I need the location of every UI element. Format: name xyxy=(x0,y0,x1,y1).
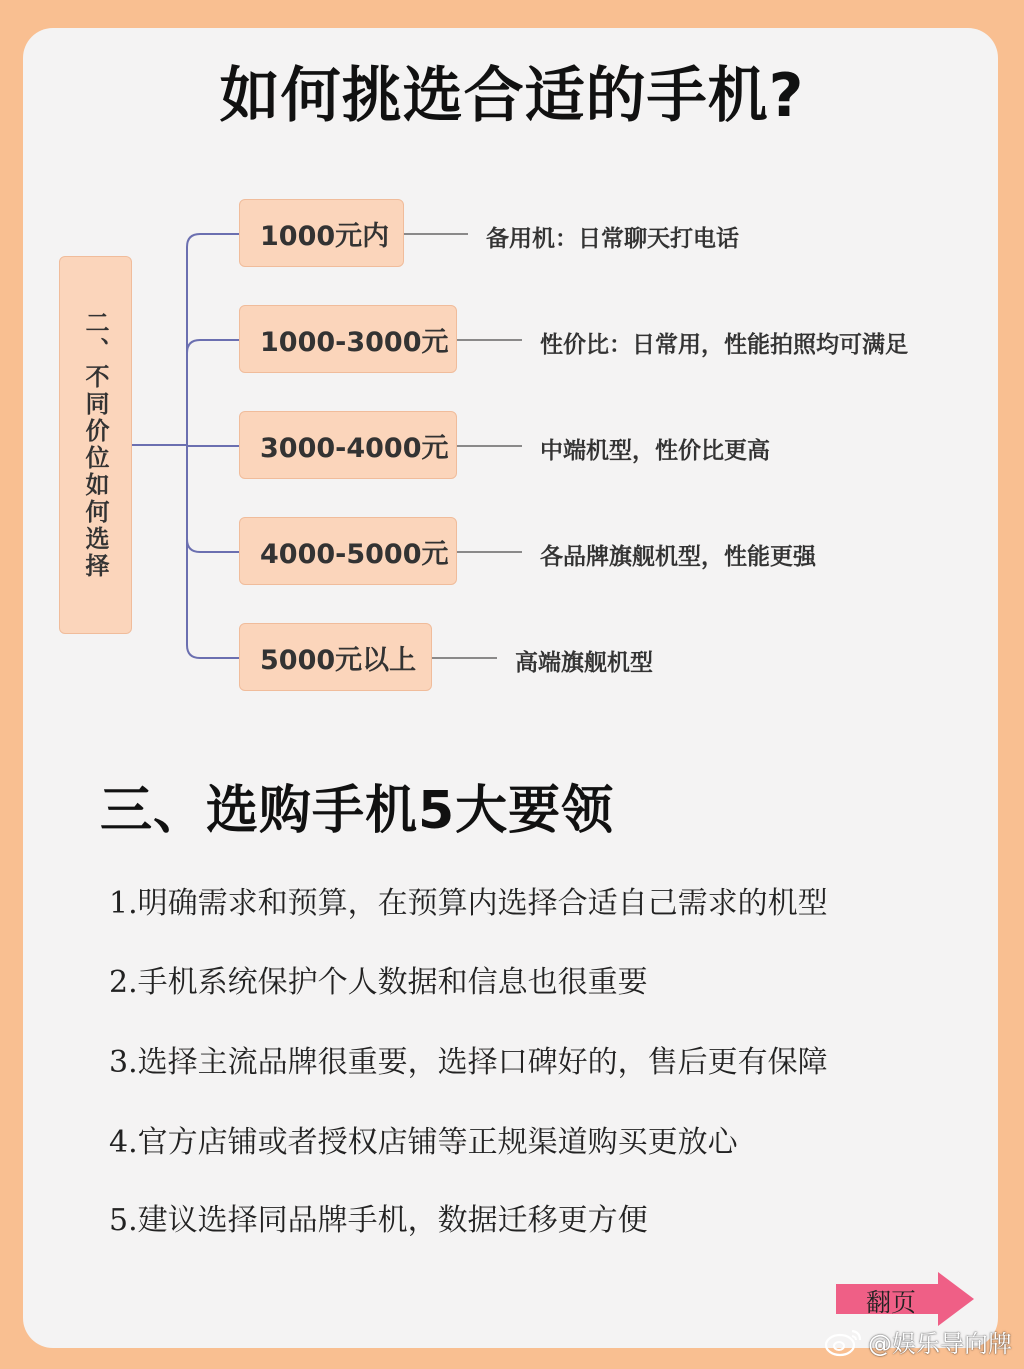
price-label: 4000-5000元 xyxy=(260,538,449,570)
price-label: 1000元内 xyxy=(260,220,390,252)
branch-line-4 xyxy=(187,539,240,552)
weibo-icon xyxy=(824,1327,864,1357)
tip-item-5: 5.建议选择同品牌手机，数据迁移更方便 xyxy=(109,1203,648,1238)
price-desc-2: 性价比：日常用，性能拍照均可满足 xyxy=(540,332,908,358)
price-node-1 xyxy=(239,199,404,267)
tip-item-3: 3.选择主流品牌很重要，选择口碑好的，售后更有保障 xyxy=(109,1045,828,1080)
price-node-5 xyxy=(239,623,432,691)
price-desc-4: 各品牌旗舰机型，性能更强 xyxy=(540,544,816,570)
tip-item-1: 1.明确需求和预算，在预算内选择合适自己需求的机型 xyxy=(109,886,828,921)
mindmap-root-label: 二、不同价位如何选择 xyxy=(81,310,109,580)
price-label: 1000-3000元 xyxy=(260,326,449,358)
price-label: 3000-4000元 xyxy=(260,432,449,464)
branch-line-2 xyxy=(187,340,240,353)
page-title: 如何挑选合适的手机? xyxy=(219,61,805,131)
watermark-text: @娱乐导向牌 xyxy=(868,1330,1012,1358)
mindmap-root-node xyxy=(59,256,132,634)
price-node-4 xyxy=(239,517,457,585)
next-page-label: 翻页 xyxy=(866,1288,917,1317)
price-desc-5: 高端旗舰机型 xyxy=(515,650,653,676)
price-label: 5000元以上 xyxy=(260,644,417,676)
tip-item-4: 4.官方店铺或者授权店铺等正规渠道购买更放心 xyxy=(109,1125,738,1160)
price-desc-3: 中端机型，性价比更高 xyxy=(540,438,770,464)
section-title: 三、选购手机5大要领 xyxy=(100,781,615,841)
next-page-button[interactable] xyxy=(836,1272,976,1326)
watermark xyxy=(824,1324,1012,1359)
tip-item-2: 2.手机系统保护个人数据和信息也很重要 xyxy=(109,965,648,1000)
price-node-2 xyxy=(239,305,457,373)
price-node-3 xyxy=(239,411,457,479)
price-desc-1: 备用机：日常聊天打电话 xyxy=(486,226,739,252)
